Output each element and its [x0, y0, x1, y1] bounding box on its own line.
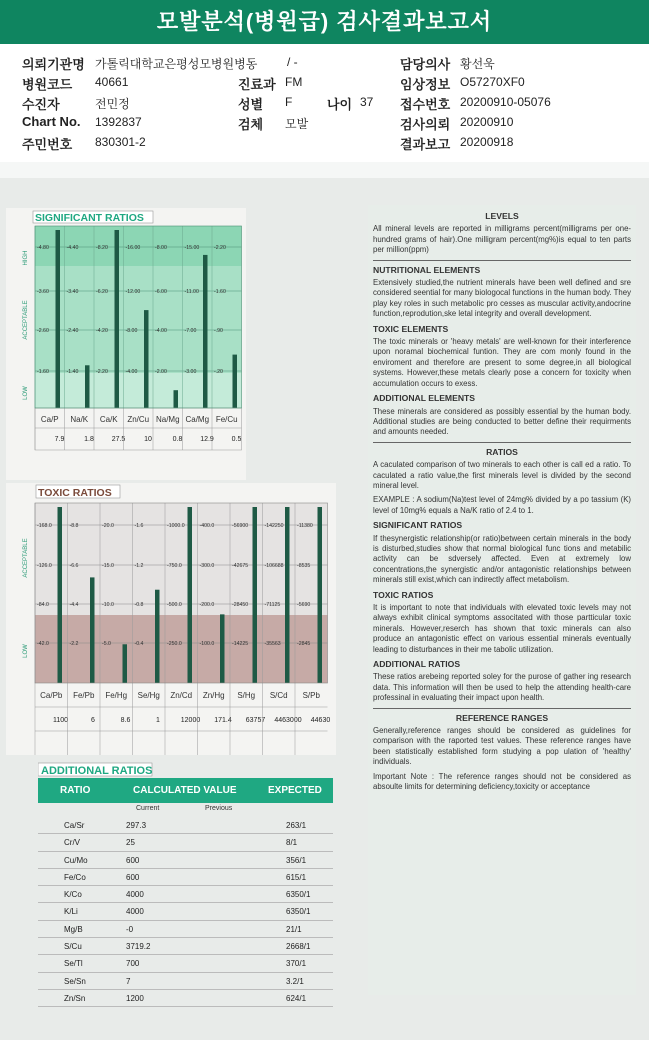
sig-tick-label: -2.40: [66, 328, 79, 334]
tox-tick-label: -8535: [297, 563, 311, 569]
tox-tick-label: -11380: [297, 523, 313, 529]
levels-heading: LEVELS: [485, 211, 519, 221]
tox-col-label: S/Pb: [302, 691, 320, 700]
col-ratio: RATIO: [60, 785, 91, 796]
current-cell: 297.3: [126, 821, 147, 830]
additional-ratios-table: [38, 778, 333, 1007]
sig-tick-label: -.20: [214, 369, 223, 375]
sig-col-label: Zn/Cu: [127, 415, 150, 424]
sig-tick-label: -4.00: [125, 369, 138, 375]
ratios-example: EXAMPLE : A sodium(Na)test level of 24mg% divided by a po tassium (K) level of 10mg% equals a Na/K ratio of 2.4 to 1.: [373, 495, 631, 515]
tox-bar-zn-hg: [220, 614, 225, 683]
sig-col-label: Na/Mg: [155, 415, 180, 424]
age-label: 나이: [327, 97, 353, 112]
sig-bar-ca-k: [115, 230, 120, 408]
sig-tick-label: -2.60: [37, 328, 49, 334]
ratios-heading: RATIOS: [486, 446, 518, 457]
tox-col-value: 12000: [180, 717, 201, 724]
tox-col-label: S/Hg: [237, 691, 256, 700]
org-value: 가톨릭대학교은평성모병원병동: [95, 57, 258, 71]
sig-col-label: Ca/K: [99, 415, 118, 424]
request-value: 20200910: [460, 115, 514, 129]
additional-row: [38, 990, 333, 1007]
sig-tick-label: -2.20: [96, 369, 108, 375]
add-ratios-heading: ADDITIONAL RATIOS: [373, 659, 461, 670]
additional-row: [38, 817, 333, 834]
sig-zone-label: HIGH: [23, 250, 29, 266]
tox-tick-label: -56900: [232, 523, 249, 529]
current-cell: 4000: [126, 890, 144, 900]
tox-bar-ca-pb: [58, 507, 63, 683]
ratio-cell: Ca/Sr: [64, 821, 85, 830]
receipt-label: 접수번호: [400, 97, 451, 112]
additional-row: [38, 852, 333, 869]
ratio-cell: Cu/Mo: [64, 855, 88, 865]
chart-no-value: 1392837: [95, 115, 142, 129]
sig-tick-label: -8.00: [155, 245, 167, 251]
sig-tick-label: -1.60: [214, 289, 226, 295]
additional-ratios-title: ADDITIONAL RATIOS: [41, 765, 153, 777]
sig-zone-label: LOW: [23, 386, 29, 400]
tox-tick-label: -10.0: [102, 602, 114, 608]
sig-tick-label: -4.00: [155, 328, 167, 334]
tox-bar-s-hg: [253, 507, 258, 683]
ratio-cell: Mg/B: [64, 924, 83, 934]
collector-label: 수진자: [22, 97, 60, 112]
tox-col-value: 1: [156, 717, 160, 724]
expected-cell: 21/1: [286, 924, 302, 934]
code-value: 40661: [95, 75, 129, 89]
request-label: 검사의뢰: [400, 117, 451, 132]
additional-row: [38, 903, 333, 920]
col-calculated: CALCULATED VALUE: [133, 785, 237, 796]
tox-col-label: S/Cd: [269, 691, 288, 700]
sig-tick-label: -2.20: [214, 245, 226, 251]
sig-ratios-text: If thesynergistic relationship(or ratio)between certain minerals in the body is disturbed,studies show that normal biological func tions and metabilic activity can be sdversely affected. Even at extremely low concentrations,the synergistic and/or antagonistic relationships between minerals still exist,which can indirectly affect metabolism.: [373, 533, 631, 585]
reference-text-panel: [368, 205, 636, 995]
tox-tick-label: -5.0: [102, 641, 111, 647]
tox-bar-zn-cd: [188, 507, 193, 683]
sex-label: 성별: [238, 97, 264, 112]
additional-row: [38, 869, 333, 886]
sig-tick-label: -16.00: [125, 245, 141, 251]
sig-tick-label: -7.00: [184, 328, 197, 334]
additional-row: [38, 834, 333, 851]
tox-col-label: Zn/Hg: [202, 691, 225, 700]
reference-ranges-heading: REFERENCE RANGES: [455, 712, 549, 723]
additional-row: [38, 938, 333, 955]
tox-tick-label: -200.0: [199, 602, 215, 608]
current-cell: 7: [126, 976, 131, 986]
sig-col-label: Ca/P: [40, 415, 59, 424]
code-label: 병원코드: [22, 77, 73, 92]
collector-value: 전민정: [95, 97, 130, 111]
tox-tick-label: -42675: [232, 563, 249, 569]
clinical-label: 임상정보: [400, 77, 451, 92]
sig-col-value: 7.9: [54, 436, 65, 443]
additional-table-subhead: [38, 803, 333, 817]
sig-col-value: 27.5: [111, 436, 126, 443]
sig-tick-label: -6.20: [96, 289, 108, 295]
tox-tick-label: -106688: [264, 563, 284, 569]
current-cell: 4000: [126, 907, 144, 917]
expected-cell: 263/1: [286, 821, 307, 830]
tox-col-label: Fe/Pb: [73, 691, 95, 700]
tox-bar-s-cd: [285, 507, 290, 683]
tox-tick-label: -0.4: [134, 641, 144, 647]
tox-tick-label: -14225: [232, 641, 249, 647]
sig-bar-ca-mg: [203, 255, 208, 408]
tox-tick-label: -5690: [297, 602, 311, 608]
nutritional-heading: NUTRITIONAL ELEMENTS: [373, 264, 481, 275]
current-cell: -0: [126, 924, 134, 934]
sig-tick-label: -4.20: [96, 328, 108, 334]
tox-tick-label: -2845: [297, 641, 311, 647]
expected-cell: 2668/1: [286, 942, 311, 952]
reference-ranges-text: Generally,reference ranges should be considered as guidelines for comparison with the raported test values. These reference ranges have been statistically established form studying a pop ulation of 'healthy' individuals.: [373, 726, 631, 767]
toxic-ratios-title: TOXIC RATIOS: [38, 487, 112, 499]
sig-tick-label: -3.00: [184, 369, 197, 375]
significant-ratios-title: SIGNIFICANT RATIOS: [35, 212, 144, 224]
ratio-cell: K/Co: [64, 890, 82, 900]
ratio-cell: Cr/V: [64, 838, 80, 848]
tox-bar-s-pb: [318, 507, 323, 683]
sig-tick-label: -8.20: [96, 245, 108, 251]
additional-table-head: [38, 778, 333, 803]
sig-tick-label: -8.00: [125, 328, 138, 334]
doctor-label: 담당의사: [400, 57, 451, 72]
sig-col-value: 12.9: [200, 436, 214, 443]
ratio-cell: Fe/Co: [64, 872, 86, 882]
tox-bar-fe-pb: [90, 577, 95, 683]
sig-col-value: 1.8: [84, 436, 94, 443]
sig-zone-label: ACCEPTABLE: [23, 300, 29, 340]
tox-tick-label: -4.4: [69, 602, 79, 608]
sig-col-label: Na/K: [70, 415, 89, 424]
tox-tick-label: -84.0: [37, 602, 49, 608]
sig-tick-label: -3.60: [37, 289, 49, 295]
important-note: Important Note : The reference ranges should not be considered as absoulte limits for determining deficiency,toxicity or acceptance: [373, 771, 631, 792]
doctor-value: 황선욱: [460, 57, 495, 71]
ratio-cell: S/Cu: [64, 942, 82, 952]
expected-cell: 356/1: [286, 855, 307, 865]
tox-tick-label: -35563: [264, 641, 281, 647]
rrn-value: 830301-2: [95, 135, 146, 149]
rrn-label: 주민번호: [22, 137, 73, 152]
sig-bar-na-k: [85, 365, 90, 408]
expected-cell: 6350/1: [286, 890, 311, 900]
sex-value: F: [285, 95, 293, 109]
age-value: 37: [360, 95, 374, 109]
current-cell: 3719.2: [126, 942, 151, 952]
tox-tick-label: -6.6: [69, 563, 79, 569]
current-cell: 1200: [126, 993, 144, 1003]
expected-cell: 615/1: [286, 872, 307, 882]
tox-bar-se-hg: [155, 590, 160, 683]
tox-col-value: 4463000: [274, 717, 302, 724]
current-cell: 700: [126, 959, 140, 969]
current-cell: 600: [126, 872, 140, 882]
tox-tick-label: -42.0: [37, 641, 49, 647]
tox-col-value: 63757: [245, 717, 266, 724]
tox-ratios-text: It is important to note that individuals with elevated toxic levels may not always exhibit clinical symptoms associtated with those partticular toxic minerals. However,reserch has shown that toxic minerals can also produce an antagonistic effect on various essential minerals eventually leading to disturbances in their me tabolic utilization.: [373, 603, 631, 654]
ratio-cell: Se/Tl: [64, 959, 83, 969]
tox-tick-label: -2.2: [69, 641, 79, 647]
col-expected: EXPECTED: [268, 785, 322, 796]
sig-bar-fe-cu: [233, 355, 238, 408]
tox-tick-label: -126.0: [37, 563, 52, 569]
additional-title-box: [38, 762, 218, 778]
tox-col-value: 6: [91, 717, 95, 724]
sig-tick-label: -2.00: [155, 369, 167, 375]
sig-low-zone: [35, 373, 242, 408]
tox-tick-label: -168.0: [37, 523, 52, 529]
ratios-text: A caculated comparison of two minerals to each other is call ed a ratio. To caculated a ratio value,the first minerals level is divided by the second mineral level.: [373, 460, 631, 490]
current-cell: 25: [126, 838, 135, 848]
tox-tick-label: -1000.0: [167, 523, 185, 529]
sig-col-value: 10: [144, 436, 152, 443]
tox-tick-label: -300.0: [199, 563, 215, 569]
ratio-cell: K/Li: [64, 907, 78, 917]
clinical-value: O57270XF0: [460, 75, 525, 89]
sig-tick-label: -3.40: [66, 289, 79, 295]
sig-col-label: Fe/Cu: [215, 415, 238, 424]
sig-bar-ca-p: [56, 230, 61, 408]
current-cell: 600: [126, 855, 140, 865]
sig-col-value: 0.5: [231, 436, 242, 443]
tox-zone-label: ACCEPTABLE: [23, 538, 29, 578]
additional-row: [38, 921, 333, 938]
tox-tick-label: -250.0: [167, 641, 182, 647]
sig-tick-label: -1.40: [66, 369, 79, 375]
tox-tick-label: -500.0: [167, 602, 182, 608]
tox-tick-label: -1.6: [134, 523, 144, 529]
sig-tick-label: -6.00: [155, 289, 167, 295]
sig-tick-label: -1.60: [37, 369, 49, 375]
chart-no-label: Chart No.: [22, 114, 81, 129]
tox-bar-fe-hg: [123, 644, 128, 683]
expected-cell: 6350/1: [286, 907, 311, 917]
tox-col-value: 1100: [52, 717, 69, 724]
tox-tick-label: -100.0: [199, 641, 215, 647]
tox-tick-label: -28450: [232, 602, 249, 608]
sig-bar-na-mg: [174, 390, 179, 408]
expected-cell: 624/1: [286, 993, 307, 1003]
sig-col-label: Ca/Mg: [185, 415, 210, 424]
ratio-cell: Se/Sn: [64, 976, 86, 986]
org-label: 의뢰기관명: [22, 57, 85, 72]
tox-tick-label: -71125: [264, 602, 281, 608]
sig-tick-label: -12.00: [125, 289, 141, 295]
tox-col-label: Se/Hg: [137, 691, 160, 700]
additional-row: [38, 886, 333, 903]
dept-label: 진료과: [238, 77, 276, 92]
additional-row: [38, 973, 333, 990]
tox-tick-label: -8.8: [69, 523, 79, 529]
sig-tick-label: -11.00: [184, 289, 199, 295]
tox-tick-label: -15.0: [102, 563, 114, 569]
col-current: Current: [136, 805, 160, 812]
col-previous: Previous: [205, 805, 233, 812]
report-date-label: 결과보고: [400, 137, 451, 152]
sig-tick-label: -4.40: [66, 245, 79, 251]
expected-cell: 8/1: [286, 838, 298, 848]
sig-col-value: 0.8: [172, 436, 183, 443]
nutritional-text: Extensively studied,the nutrient minerals have been well defined and sre considered seential for many biologocal functions in the human body. They play key roles in such metabolic pro cesses as muscular activity,andocrine function,reprodution,ske letal integrity and overall development.: [373, 278, 631, 319]
additional-elements-heading: ADDITIONAL ELEMENTS: [373, 393, 476, 404]
patient-header: [0, 44, 649, 162]
specimen-label: 검체: [238, 117, 264, 132]
tox-col-value: 44630: [310, 717, 331, 724]
tox-col-value: 8.6: [120, 717, 131, 724]
tox-tick-label: -20.0: [102, 523, 114, 529]
tox-tick-label: -400.0: [199, 523, 215, 529]
slash-value: / -: [287, 55, 298, 69]
tox-col-label: Ca/Pb: [40, 691, 63, 700]
tox-tick-label: -750.0: [167, 563, 182, 569]
tox-acceptable-zone: [35, 503, 328, 615]
sig-bar-zn-cu: [144, 310, 149, 408]
additional-row: [38, 955, 333, 972]
levels-text: All mineral levels are reported in milligrams percent(milligrams per one-hundred grams of hair).One milligram percent(mg%)is equal to ten parts per million(ppm): [373, 224, 631, 255]
toxic-elements-text: The toxic minerals or 'heavy metals' are well-known for their interference upon noramal biochemical funtion. They are com monly found in the enviroment and therefore are present to some degree,in all biological systems. However,these metals clearly pose a concern for toxicity when accumulation occurs to exess.: [373, 337, 631, 388]
add-ratios-text: These ratios arebeing reported soley for the purose of gather ing research data. This information will then be used to help the attending health-care professinal in evaluating their impact upon health.: [373, 672, 631, 703]
significant-ratios-chart: [6, 208, 246, 480]
ratio-cell: Zn/Sn: [64, 993, 86, 1003]
tox-tick-label: -0.8: [134, 602, 144, 608]
toxic-ratios-chart: [6, 483, 336, 755]
tox-col-label: Fe/Hg: [105, 691, 128, 700]
sig-tick-label: -15.00: [184, 245, 200, 251]
tox-col-value: 171.4: [214, 717, 232, 724]
specimen-value: 모발: [285, 117, 309, 131]
dept-value: FM: [285, 75, 303, 89]
toxic-elements-heading: TOXIC ELEMENTS: [373, 323, 449, 334]
tox-tick-label: -142250: [264, 523, 284, 529]
tox-low-zone: [35, 615, 328, 683]
tox-zone-label: LOW: [23, 644, 29, 658]
additional-elements-text: These minerals are considered as possibly essential by the human body. Additional studies are being conducted to better define their requirments and amounts needed.: [373, 406, 631, 437]
tox-tick-label: -1.2: [134, 563, 144, 569]
receipt-value: 20200910-05076: [460, 95, 551, 109]
sig-tick-label: -4.80: [37, 245, 49, 251]
expected-cell: 370/1: [286, 959, 307, 969]
sig-tick-label: -.90: [214, 328, 223, 334]
tox-col-label: Zn/Cd: [170, 691, 193, 700]
tox-ratios-heading: TOXIC RATIOS: [373, 589, 434, 600]
report-date-value: 20200918: [460, 135, 514, 149]
report-title: 모발분석(병원급) 검사결과보고서: [0, 0, 649, 44]
expected-cell: 3.2/1: [286, 976, 304, 986]
sig-ratios-heading: SIGNIFICANT RATIOS: [373, 520, 463, 531]
